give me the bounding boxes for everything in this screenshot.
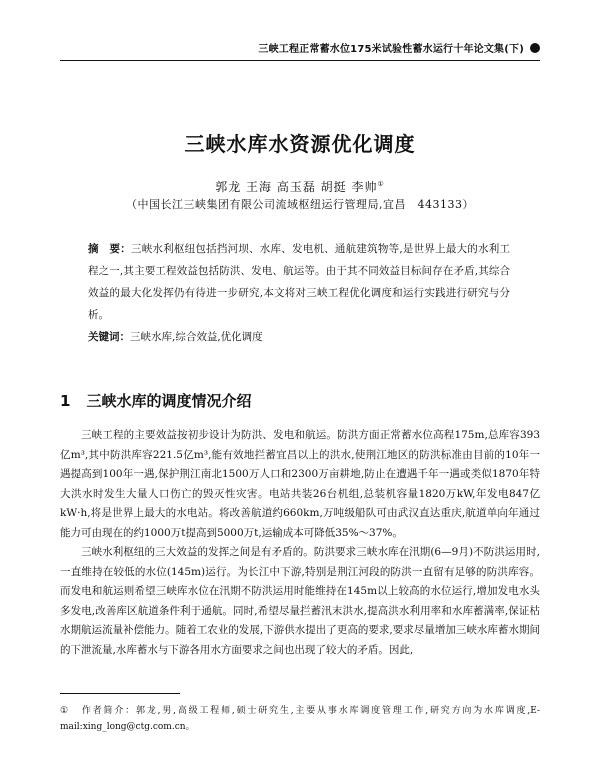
keywords-label: 关键词：: [88, 331, 130, 343]
running-header: [258, 40, 540, 55]
affiliation: （中国长江三峡集团有限公司流域枢纽运行管理局,宜昌 443133）: [126, 198, 474, 211]
authors-text: 郭龙 王海 高玉磊 胡挺 李帅: [215, 180, 378, 194]
body-paragraph: 三峡水利枢纽的三大效益的发挥之间是有矛盾的。防洪要求三峡水库在汛期(6—9月)不防洪运用时,一直维持在较低的水位(145m)运行。为长江中下游,特别是荆江河段的防洪一直留有足够的防洪库容。而发电和航运则希望三峡库水位在汛期不防洪运用时能维持在145m以上较高的水位运行,增加发电水头多发电,改善库区航道条件利于通航。同时,希望尽量拦蓄汛末洪水,提高洪水利用率和水库蓄满率,保证枯水期航运流量补偿能力。随着工农业的发展,下游供水提出了更高的要求,要求尽量增加三峡水库蓄水期间的下泄流量,水库蓄水与下游各用水方面要求之间也出现了较大的矛盾。因此,: [60, 546, 540, 656]
body-paragraph: 三峡工程的主要效益按初步设计为防洪、发电和航运。防洪方面正常蓄水位高程175m,总库容393亿m³,其中防洪库容221.5亿m³,能有效地拦蓄宜昌以上的洪水,使荆江地区的防洪标准由目前的10年一遇提高到100年一遇,保护荆江南北1500万人口和2300万亩耕地,防止在遭遇千年一遇或类似1870年特大洪水时发生大量人口伤亡的毁灭性灾害。电站共装26台机组,总装机容量1820万kW,年发电847亿kW·h,将是世界上最大的水电站。将改善航道约660km,万吨级船队可由武汉直达重庆,航道单向年通过能力可由现在的约1000万t提高到5000万t,运输成本可降低35%～37%。: [60, 429, 540, 539]
footnote: [60, 703, 540, 735]
abstract-text: 三峡水利枢纽包括挡河坝、水库、发电机、通航建筑物等,是世界上最大的水利工程之一,其主要工程效益包括防洪、发电、航运等。由于其不同效益目标间存在矛盾,其综合效益的最大化发挥仍有待进一步研究,本文将对三峡工程优化调度和运行实践进行研究与分析。: [88, 243, 511, 321]
abstract: [88, 238, 510, 326]
keywords: [88, 329, 510, 344]
author-list: [0, 178, 600, 195]
author-footnote-mark: ①: [377, 180, 385, 188]
body-text: [60, 426, 540, 660]
footnote-marker: ①: [60, 706, 70, 716]
section-title: 三峡水库的调度情况介绍: [86, 392, 252, 410]
abstract-label: 摘 要：: [88, 243, 131, 255]
keywords-text: 三峡水库,综合效益,优化调度: [130, 331, 263, 343]
footnote-divider: [60, 693, 180, 694]
footnote-text: 作者简介：郭龙,男,高级工程师,硕士研究生,主要从事水库调度管理工作,研究方向为水库调度,E-mail:xing_long@ctg.com.cn。: [60, 706, 540, 732]
section-heading: [60, 390, 251, 411]
paper-title: 三峡水库水资源优化调度: [184, 132, 416, 156]
running-title: 三峡工程正常蓄水位175米试验性蓄水运行十年论文集(下): [258, 44, 524, 55]
section-number: 1: [60, 392, 71, 410]
decorative-dot-icon: [530, 43, 540, 53]
header-divider: [60, 60, 540, 61]
